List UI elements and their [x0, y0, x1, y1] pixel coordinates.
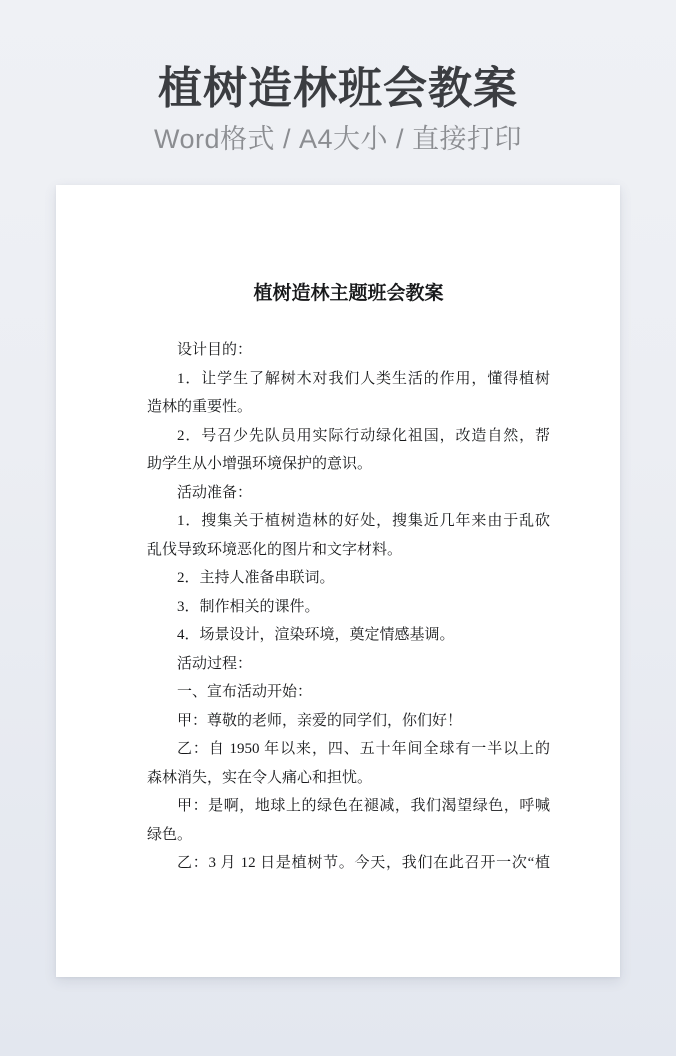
doc-line: 绿色。: [147, 826, 193, 843]
doc-line: 2．主持人准备串联词。: [177, 570, 335, 586]
doc-line: 乙：自 1950 年以来，四、五十年间全球有一半以上的: [177, 741, 550, 757]
doc-line: 造林的重要性。: [147, 399, 253, 415]
document-body: [147, 336, 550, 878]
doc-line: 乱伐导致环境恶化的图片和文字材料。: [147, 541, 403, 558]
doc-line: 4．场景设计，渲染环境，奠定情感基调。: [177, 627, 455, 643]
document-title: 植树造林主题班会教案: [253, 283, 444, 304]
doc-line: 助学生从小增强环境保护的意识。: [147, 456, 373, 472]
doc-line-design-purpose-heading: 设计目的：: [177, 342, 253, 358]
doc-line: 1．搜集关于植树造林的好处，搜集近几年来由于乱砍: [177, 513, 550, 529]
header: [0, 0, 676, 154]
doc-line-preparation-heading: 活动准备：: [177, 484, 253, 501]
document-page: [56, 185, 620, 977]
doc-line: 甲：是啊，地球上的绿色在褪减，我们渴望绿色，呼喊: [177, 798, 550, 814]
doc-line: 乙：3 月 12 日是植树节。今天，我们在此召开一次“植: [177, 855, 550, 871]
doc-line: 1．让学生了解树木对我们人类生活的作用，懂得植树: [177, 370, 550, 387]
doc-line: 一、宣布活动开始：: [177, 684, 313, 700]
doc-line: 3．制作相关的课件。: [177, 598, 320, 615]
page-title: 植树造林班会教案: [158, 64, 518, 113]
doc-line: 森林消失，实在令人痛心和担忧。: [147, 769, 373, 786]
doc-line-process-heading: 活动过程：: [177, 655, 253, 672]
doc-line: 2．号召少先队员用实际行动绿化祖国，改造自然，帮: [177, 427, 550, 444]
doc-line: 甲：尊敬的老师，亲爱的同学们，你们好！: [177, 712, 463, 729]
page-subtitle: Word格式 / A4大小 / 直接打印: [153, 124, 523, 154]
